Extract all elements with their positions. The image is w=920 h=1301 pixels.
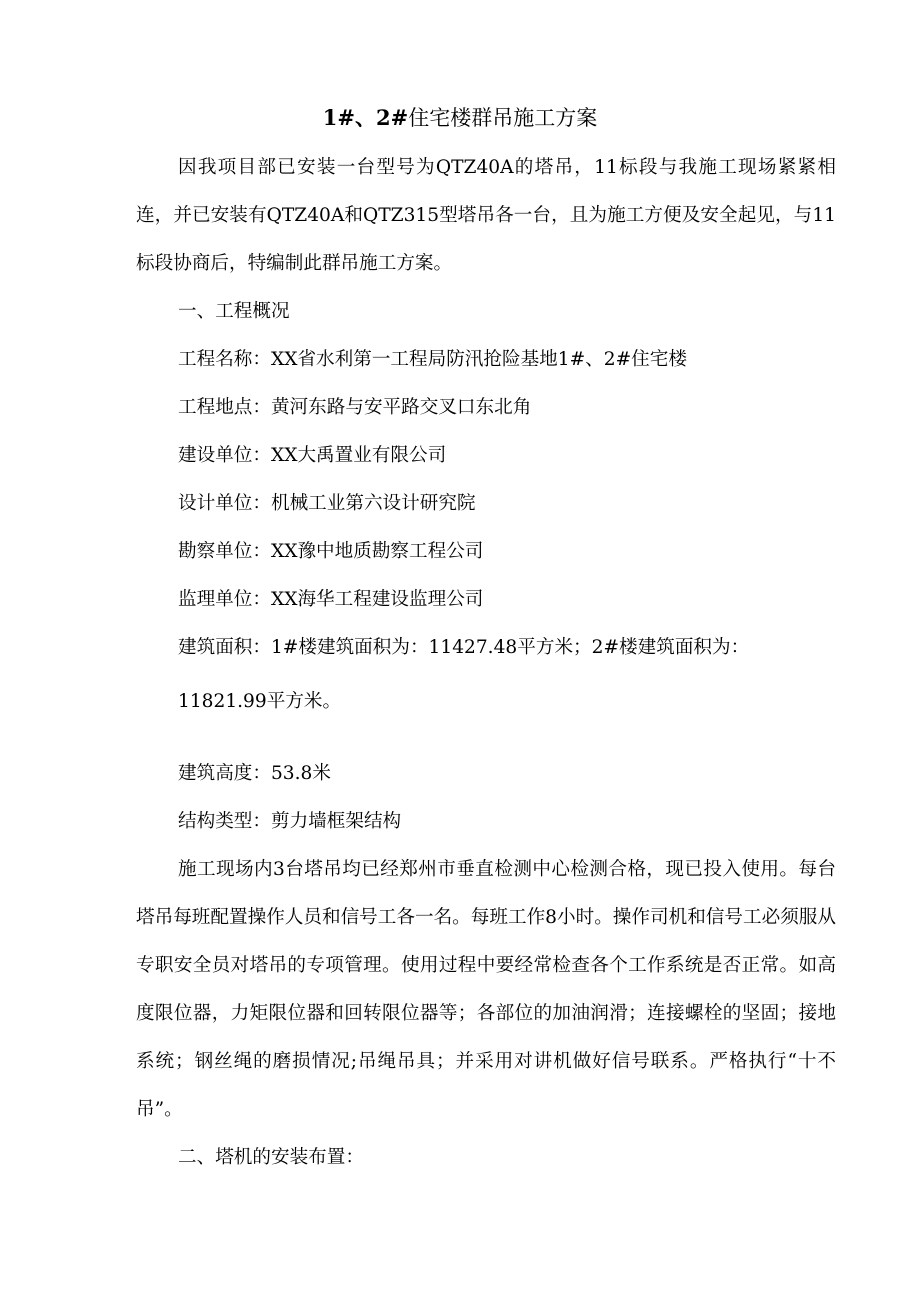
building-area-line1: 建筑面积：1#楼建筑面积为：11427.48平方米；2#楼建筑面积为：: [178, 637, 750, 658]
project-location: 工程地点：黄河东路与安平路交叉口东北角: [178, 397, 532, 418]
supervision-unit: 监理单位：XX海华工程建设监理公司: [178, 589, 484, 610]
title-text: 住宅楼群吊施工方案: [408, 106, 598, 130]
structure-type: 结构类型：剪力墙框架结构: [178, 811, 402, 832]
section-heading-overview: 一、工程概况: [178, 301, 290, 322]
section-heading-layout: 二、塔机的安装布置：: [178, 1147, 364, 1168]
building-height: 建筑高度：53.8米: [178, 763, 331, 784]
intro-paragraph: 因我项目部已安装一台型号为QTZ40A的塔吊，11标段与我施工现场紧紧相连，并已安装有QTZ40A和QTZ315型塔吊各一台，且为施工方便及安全起见，与11标段协商后，特编制此群吊施工方案。: [136, 157, 836, 274]
project-name: 工程名称：XX省水利第一工程局防汛抢险基地1#、2#住宅楼: [178, 349, 687, 370]
title-number: 1#、2#: [322, 105, 409, 130]
document-title: [0, 100, 920, 136]
building-area-line2: 11821.99平方米。: [178, 691, 342, 712]
survey-unit: 勘察单位：XX豫中地质勘察工程公司: [178, 541, 484, 562]
design-unit: 设计单位：机械工业第六设计研究院: [178, 493, 476, 514]
crane-description-paragraph: 施工现场内3台塔吊均已经郑州市垂直检测中心检测合格，现已投入使用。每台塔吊每班配置操作人员和信号工各一名。每班工作8小时。操作司机和信号工必须服从专职安全员对塔吊的专项管理。使用过程中要经常检查各个工作系统是否正常。如高度限位器，力矩限位器和回转限位器等；各部位的加油润滑；连接螺栓的坚固；接地系统；钢丝绳的磨损情况;吊绳吊具；并采用对讲机做好信号联系。严格执行“十不吊”。: [136, 859, 836, 1120]
owner-unit: 建设单位：XX大禹置业有限公司: [178, 445, 447, 466]
